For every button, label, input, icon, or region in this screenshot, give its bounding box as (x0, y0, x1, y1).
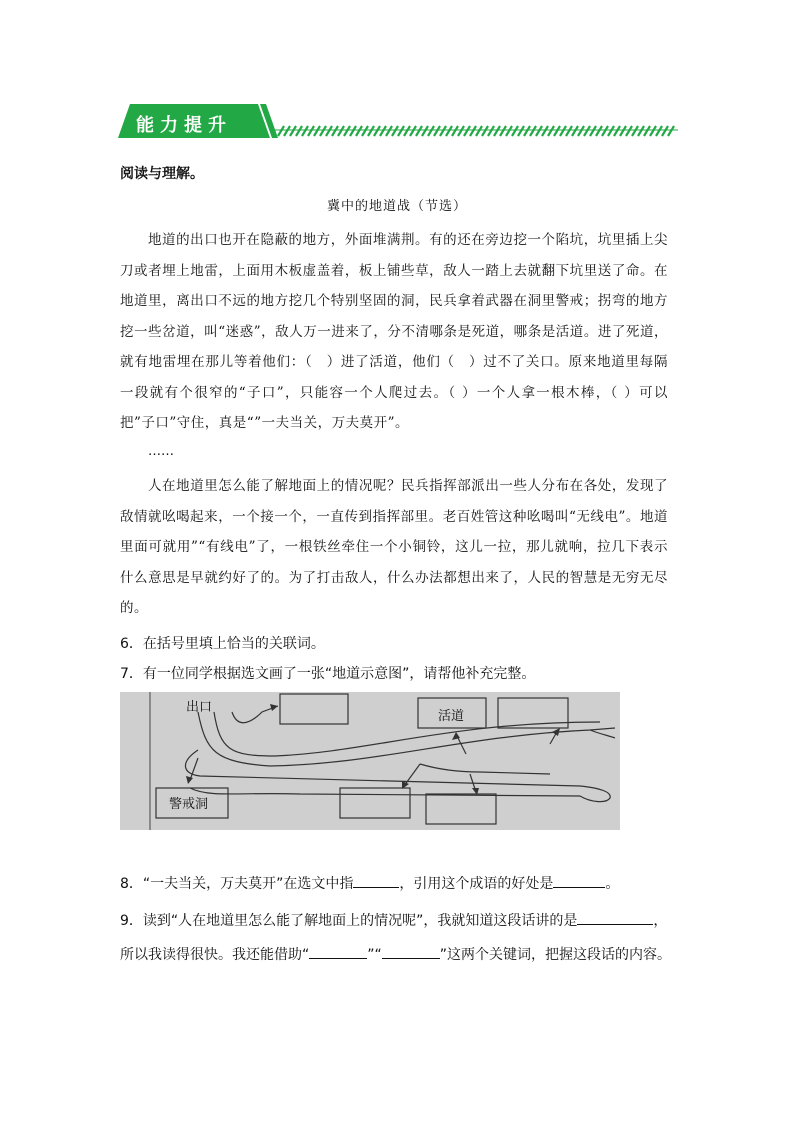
question-9-text-b: ，所以我读得很快。我还能借助“ (120, 913, 668, 963)
banner-title: 能力提升 (136, 115, 232, 136)
answer-blank-8a[interactable] (353, 873, 399, 888)
passage-title: 冀中的地道战（节选） (326, 199, 467, 214)
question-8-text-b: ，引用这个成语的好处是 (399, 876, 554, 892)
question-6: 6．在括号里填上恰当的关联词。 (120, 636, 325, 652)
question-9-text-d: ”这两个关键词，把握这段话的内容。 (439, 947, 672, 963)
passage-paragraph-1: 地道的出口也开在隐蔽的地方，外面堆满荆。有的还在旁边挖一个陷坑，坑里插上尖刀或者埋上地雷，上面用木板虚盖着，板上铺些草，敌人一踏上去就翻下坑里送了命。在地道里，离出口不远的地方挖几个特别坚固的洞，民兵拿着武器在洞里警戒；拐弯的地方挖一些岔道，叫“迷惑”，敌人万一进来了，分不清哪条是死道，哪条是活道。进了死道，就有地雷埋在那儿等着他们：（ ）进了活道，他们（ ）过不了关口。原来地道里每隔一段就有个很窄的“子口”，只能容一个人爬过去。（ ）一个人拿一根木棒，（ ）可以把”子口”守住，真是“”一夫当关，万夫莫开”。 (120, 232, 668, 431)
diagram-label-exit: 出口 (186, 699, 213, 714)
question-9-text-c: ”“ (367, 947, 382, 963)
question-8 (120, 873, 619, 893)
answer-blank-9b[interactable] (309, 944, 367, 959)
diagram-label-guard: 警戒洞 (169, 796, 209, 811)
diagram-label-live: 活道 (438, 708, 465, 723)
question-8-text-a: 8．“一夫当关，万夫莫开”在选文中指 (120, 876, 354, 892)
answer-blank-8b[interactable] (553, 873, 605, 888)
question-9 (120, 904, 680, 972)
question-8-text-c: 。 (605, 876, 620, 892)
passage-ellipsis: …… (148, 444, 174, 459)
question-9-text-a: 9．读到“人在地道里怎么能了解地面上的情况呢”，我就知道这段话讲的是 (120, 913, 578, 929)
answer-blank-9a[interactable] (577, 910, 653, 925)
passage-paragraph-2: 人在地道里怎么能了解地面上的情况呢？民兵指挥部派出一些人分布在各处，发现了敌情就吆喝起来，一个接一个，一直传到指挥部里。老百姓管这种吆喝叫“无线电”。地道里面可就用”“有线电”了，一根铁丝牵住一个小铜铃，这儿一拉，那儿就响，拉几下表示什么意思是早就约好了的。为了打击敌人，什么办法都想出来了，人民的智慧是无穷无尽的。 (120, 478, 668, 616)
question-7: 7．有一位同学根据选文画了一张“地道示意图”，请帮他补充完整。 (120, 666, 536, 682)
section-heading: 阅读与理解。 (120, 166, 204, 182)
answer-blank-9c[interactable] (382, 944, 440, 959)
